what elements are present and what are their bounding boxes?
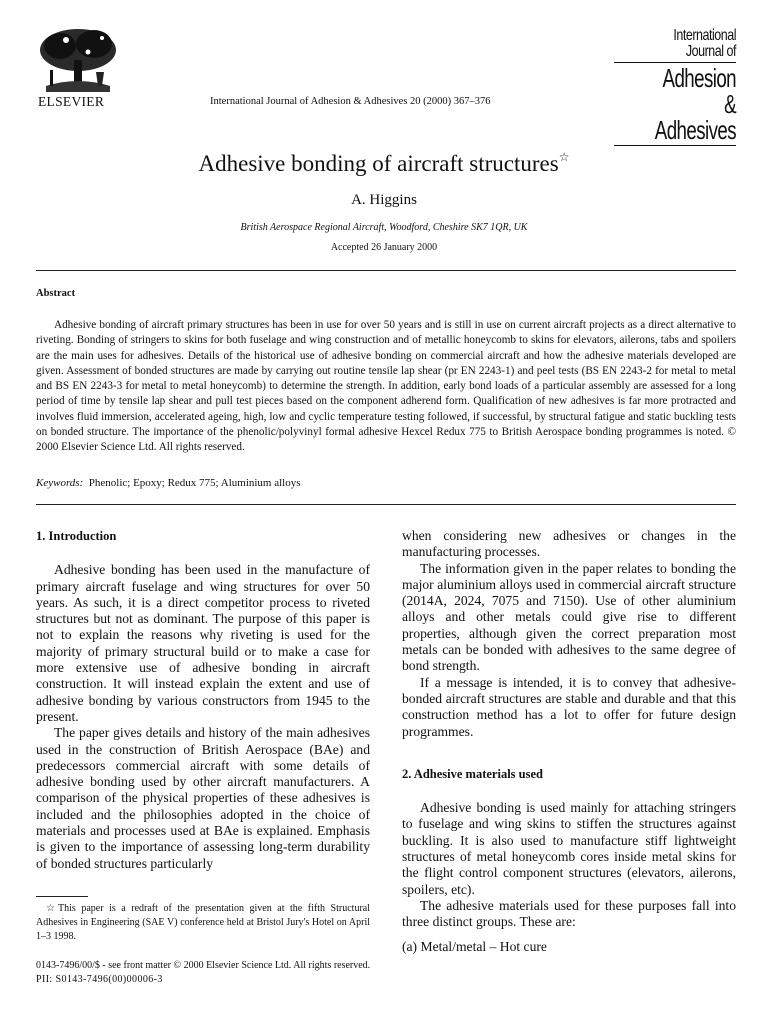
section-1-paragraph-2: The paper gives details and history of the main adhesives used in the construction of British Aerospace (BAe) and predecessors commercial aircraft with some details of adhesive bonding used by other aircraft manufacturers. A comparison of the physical properties of these adhesives is included and the philosophies adopted in the choice of materials and processes used at BAe is explained. Emphasis is given to the importance of assessing long-term durability of bonded structures particularly	[36, 725, 370, 871]
author-affiliation: British Aerospace Regional Aircraft, Woodford, Cheshire SK7 1QR, UK	[240, 222, 528, 233]
section-1-paragraph-2-continued: when considering new adhesives or changes in the manufacturing processes.	[402, 528, 736, 560]
keywords	[36, 477, 301, 489]
accepted-date: Accepted 26 January 2000	[330, 242, 438, 253]
section-1-paragraph-4: If a message is intended, it is to convey that adhesive-bonded aircraft structures are stable and durable and that this construction method has a lot to offer for future design programmes.	[402, 674, 736, 739]
divider-top	[36, 270, 736, 271]
section-2-heading: 2. Adhesive materials used	[402, 766, 543, 781]
journal-logo-line1: International Journal of	[673, 27, 736, 60]
paper-title	[0, 150, 768, 177]
section-1-paragraph-3: The information given in the paper relates to bonding the major aluminium alloys used in commercial aircraft structure (2014A, 2024, 7075 and 7150). Use of other aluminium alloys and other metals could give rise to different properties, although given the correct preparation most metals can be bonded with adhesives to the same degree of bond strength.	[402, 560, 736, 674]
keywords-label: Keywords:	[36, 477, 84, 489]
journal-citation: International Journal of Adhesion & Adhesives 20 (2000) 367–376	[210, 96, 491, 107]
column-left	[36, 528, 370, 872]
footer-pii: PII: S0143-7496(00)00006-3	[36, 974, 163, 985]
journal-logo-line3: Adhesives	[654, 115, 736, 145]
elsevier-tree-logo	[36, 26, 120, 94]
section-1-heading: 1. Introduction	[36, 529, 117, 543]
paper-author: A. Higgins	[351, 192, 417, 208]
column-right	[402, 528, 736, 955]
publisher-name: ELSEVIER	[38, 94, 105, 109]
abstract-heading: Abstract	[36, 288, 76, 299]
paper-title-text: Adhesive bonding of aircraft structures	[198, 151, 559, 176]
section-1-paragraph-1: Adhesive bonding has been used in the manufacture of primary aircraft fuselage and wing structures for over 50 years. As such, it is a direct competitor process to riveted structures but not as dominant. The purpose of this paper is not to explain the reasons why riveting is used for the majority of primary structural build or to make a case for more extensive use of adhesive bonding in aircraft construction. It will instead explain the extent and use of adhesive bonding by various constructors from 1945 to the present.	[36, 562, 370, 724]
abstract-text: Adhesive bonding of aircraft primary structures has been in use for over 50 years and is still in use on current aircraft projects as a direct alternative to riveting. Bonding of stringers to skins for both fuselage and wing construction and of metallic honeycomb to skins for elevators, ailerons, tabs and spoilers are the main uses for adhesives. Details of the historical use of adhesive bonding on commercial aircraft and how the adhesive materials developed are given. Assessment of bonded structures are made by carrying out routine tensile lap shear (pr EN 2243-1) and peel tests (BS EN 2243-2 for metal to metal and BS EN 2243-3 for metal to metal honeycomb) to determine the strength. In addition, early bond loads of a particular assembly are assessed for a long period of time by tensile lap shear and pull test pieces based on the component adherend form. Qualification of new adhesives is far more protracted and involves fluid immersion, accelerated ageing, high, low and cyclic temperature testing followed, if successful, by structural fatigue and static buckling tests on bonded structure. The importance of the phenolic/polyvinyl formal adhesive Hexcel Redux 775 to British Aerospace bonding programmes is noted. © 2000 Elsevier Science Ltd. All rights reserved.	[36, 319, 736, 454]
journal-logo-line2: Adhesion &	[662, 63, 736, 119]
footer-copyright: 0143-7496/00/$ - see front matter © 2000 Elsevier Science Ltd. All rights reserved.	[36, 960, 371, 971]
journal-logo	[614, 28, 736, 148]
footnote-rule	[36, 896, 88, 897]
section-2-paragraph-2: The adhesive materials used for these purposes fall into three distinct groups. These are:	[402, 897, 736, 930]
divider-bottom	[36, 504, 736, 505]
footnote: ☆This paper is a redraft of the presentation given at the fifth Structural Adhesives in Engineering (SAE V) conference held at Bristol Jury's Hotel on April 1–3 1998.	[36, 903, 370, 942]
section-2-paragraph-1: Adhesive bonding is used mainly for attaching stringers to fuselage and wing skins to stiffen the structures against buckling. It is also used to manufacture stiff lightweight structures of metal honeycomb cores inside metal skins for the flight control component structures (elevators, ailerons, spoilers, etc).	[402, 800, 736, 897]
title-footnote-mark[interactable]: ☆	[558, 150, 570, 164]
section-2-list-item-a: (a) Metal/metal – Hot cure	[402, 938, 547, 954]
keywords-list: Phenolic; Epoxy; Redux 775; Aluminium alloys	[88, 477, 301, 489]
